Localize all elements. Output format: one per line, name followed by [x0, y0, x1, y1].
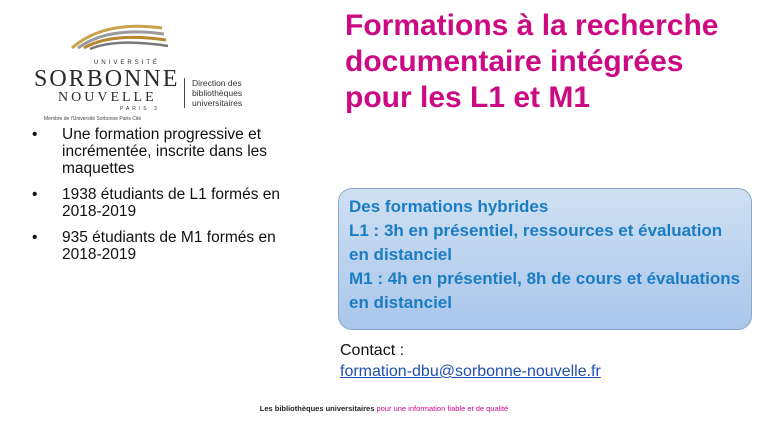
bullet-list: [32, 126, 317, 272]
logo-emblem-icon: [64, 18, 174, 54]
hybrid-heading: Des formations hybrides: [349, 197, 549, 216]
contact-email-link[interactable]: formation-dbu@sorbonne-nouvelle.fr: [340, 363, 601, 380]
logo-nouvelle-text: NOUVELLE: [58, 90, 157, 105]
contact-label: Contact :: [340, 342, 405, 359]
slide-title: Formations à la recherche documentaire intégrées pour les L1 et M1: [345, 9, 719, 114]
logo-member-text: Membre de l'Université Sorbonne Paris Cité: [44, 116, 142, 122]
contact-block: [340, 340, 601, 382]
hybrid-m1-text: M1 : 4h en présentiel, 8h de cours et évaluations en distanciel: [349, 269, 741, 312]
footer-accent-text: pour une information fiable et de qualité: [376, 404, 509, 413]
logo-sorbonne-text: SORBONNE: [34, 66, 180, 92]
bullet-item: • 935 étudiants de M1 formés en 2018-2019: [32, 229, 317, 263]
logo-universite-text: UNIVERSITÉ: [94, 60, 161, 66]
hybrid-l1-text: L1 : 3h en présentiel, ressources et évaluation en distanciel: [349, 221, 723, 264]
logo-direction-text: Direction des bibliothèques universitaires: [192, 78, 243, 108]
footer-bold-text: Les bibliothèques universitaires: [259, 404, 375, 413]
bullet-item: • Une formation progressive et incrémentée, inscrite dans les maquettes: [32, 126, 317, 177]
hybrid-training-box: [338, 188, 752, 330]
logo-separator: [184, 78, 185, 108]
university-logo: [34, 18, 274, 122]
footer: [0, 404, 768, 413]
logo-paris-text: PARIS 3: [120, 106, 160, 112]
bullet-item: • 1938 étudiants de L1 formés en 2018-2019: [32, 186, 317, 220]
